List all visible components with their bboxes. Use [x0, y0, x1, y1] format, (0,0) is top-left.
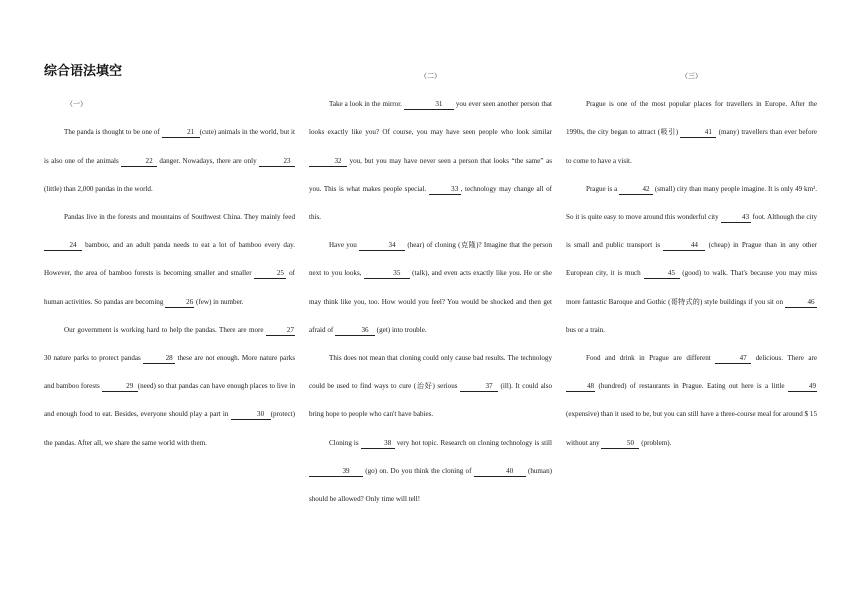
blank-40[interactable]: 40 [474, 467, 526, 477]
paragraph [309, 429, 552, 514]
blank-22[interactable]: 22 [121, 157, 157, 167]
text-run: foot. Although the city is small and public transport is [566, 213, 817, 250]
blank-43[interactable]: 43 [721, 213, 751, 223]
paragraph [44, 118, 295, 203]
blank-29[interactable]: 29 [102, 382, 138, 392]
blank-31[interactable]: 31 [404, 100, 454, 110]
text-run: Prague is a [586, 184, 620, 193]
paragraph [309, 344, 552, 429]
text-run: The panda is thought to be one of [64, 128, 162, 137]
text-run: Food and drink in Prague are different [586, 354, 716, 363]
blank-39[interactable]: 39 [309, 467, 363, 477]
paragraph [44, 203, 295, 316]
blank-27[interactable]: 27 [266, 326, 295, 336]
section-paragraphs [44, 118, 295, 456]
text-run: This does not mean that cloning could only cause bad results. The technology could be used to find ways to cure (治好) serious [309, 354, 552, 391]
paragraph [44, 316, 295, 457]
text-run: (cheap) in Prague than in any other European city, it is much [566, 241, 817, 278]
text-run: (hundred) of restaurants in Prague. Eating out here is a little [595, 382, 788, 391]
text-run: (small) city than many people imagine. It is only 49 km². So it is quite easy to move around this wonderful city [566, 184, 817, 222]
blank-47[interactable]: 47 [715, 354, 751, 364]
paragraph [309, 90, 552, 231]
text-run: these are not enough. More nature parks and bamboo forests [44, 354, 295, 391]
text-run: bus or a train. [566, 325, 606, 334]
text-run: delicious. There are [751, 354, 817, 363]
text-run: (go) on. Do you think the cloning of [363, 466, 474, 475]
text-run: (little) than 2,000 pandas in the world. [44, 184, 153, 193]
blank-41[interactable]: 41 [680, 128, 716, 138]
blank-30[interactable]: 30 [231, 410, 271, 420]
text-run: Pandas live in the forests and mountains of Southwest China. They mainly feed [64, 213, 295, 222]
text-run: Our government is working hard to help the pandas. There are more [64, 325, 266, 334]
text-run: Cloning is [329, 438, 361, 447]
blank-46[interactable]: 46 [785, 298, 817, 308]
text-run: Prague is one of the most popular places for travellers in Europe. After the 1990s, the city began to attract (吸引) [566, 100, 817, 137]
blank-25[interactable]: 25 [254, 269, 286, 279]
paragraph [309, 231, 552, 344]
text-run: danger. Nowadays, there are only [157, 156, 259, 165]
text-run: (problem). [639, 438, 672, 447]
section-2 [309, 62, 552, 513]
text-run: (ill). It could also bring hope to people who can't have babies. [309, 382, 553, 419]
blank-24[interactable]: 24 [44, 241, 82, 251]
section-3 [566, 62, 817, 457]
blank-48[interactable]: 48 [566, 382, 595, 392]
text-run: you, but you may have never seen a person that looks “the same” as you. This is what makes people special. [309, 156, 552, 193]
blank-21[interactable]: 21 [162, 128, 200, 138]
blank-26[interactable]: 26 [165, 298, 194, 308]
text-run: (human) should be allowed? Only time will tell! [309, 466, 552, 504]
blank-28[interactable]: 28 [143, 354, 175, 364]
text-run: (many) travellers than ever before to come to have a visit. [566, 128, 818, 165]
blank-45[interactable]: 45 [644, 269, 680, 279]
text-run: (expensive) than it used to be, but you can still have a three-course meal for around $ 15 without any [566, 410, 817, 447]
blank-49[interactable]: 49 [788, 382, 817, 392]
text-run: , technology may change all of this. [309, 184, 552, 222]
text-run: very hot topic. Research on cloning technology is still [394, 438, 552, 447]
text-run: (hear) of cloning (克隆)? Imagine that the person next to you looks, [309, 241, 553, 278]
text-run: (need) so that pandas can have enough places to live in and enough food to eat. Besides, everyone should play a part in [44, 382, 295, 419]
text-run: 30 nature parks to protect pandas [44, 354, 144, 363]
text-run: (talk), and even acts exactly like you. He or she may think like you, too. How would you feel? You would be shocked and then get afraid of [309, 269, 552, 334]
blank-34[interactable]: 34 [359, 241, 405, 251]
paragraph [566, 90, 817, 175]
text-run: (good) to walk. That's because you may miss more fantastic Baroque and Gothic (哥特式的) style buildings if you sit on [566, 269, 817, 306]
blank-36[interactable]: 36 [335, 326, 375, 336]
blank-42[interactable]: 42 [619, 185, 653, 195]
blank-44[interactable]: 44 [663, 241, 705, 251]
text-run: Take a look in the mirror. [329, 100, 404, 109]
section-paragraphs [309, 90, 552, 513]
text-run: Have you [329, 241, 360, 250]
page-title: 综合语法填空 [44, 64, 123, 79]
text-run: (cute) animals in the world, but it is also one of the animals [44, 128, 295, 165]
blank-35[interactable]: 35 [364, 269, 410, 279]
section-1 [44, 62, 295, 457]
paragraph [566, 344, 817, 457]
paragraph [566, 175, 817, 344]
text-run: (get) into trouble. [375, 325, 427, 334]
blank-32[interactable]: 32 [309, 157, 347, 167]
blank-50[interactable]: 50 [601, 439, 639, 449]
text-run: of human activities. So pandas are becoming [44, 269, 295, 306]
blank-38[interactable]: 38 [361, 439, 395, 449]
section-heading: （三） [681, 72, 702, 80]
blank-37[interactable]: 37 [460, 382, 498, 392]
blank-33[interactable]: 33 [429, 185, 461, 195]
text-run: you ever seen another person that looks exactly like you? Of course, you may have seen people who look similar [309, 100, 552, 137]
section-heading: （二） [420, 72, 441, 80]
section-paragraphs [566, 90, 817, 457]
text-run: (few) in number. [194, 297, 244, 306]
text-run: (protect) the pandas. After all, we share the same world with them. [44, 410, 295, 447]
section-heading: （一） [66, 100, 87, 109]
blank-23[interactable]: 23 [259, 157, 295, 167]
text-run: bamboo, and an adult panda needs to eat a lot of bamboo every day. However, the area of bamboo forests is becoming smaller and smaller [44, 241, 295, 278]
